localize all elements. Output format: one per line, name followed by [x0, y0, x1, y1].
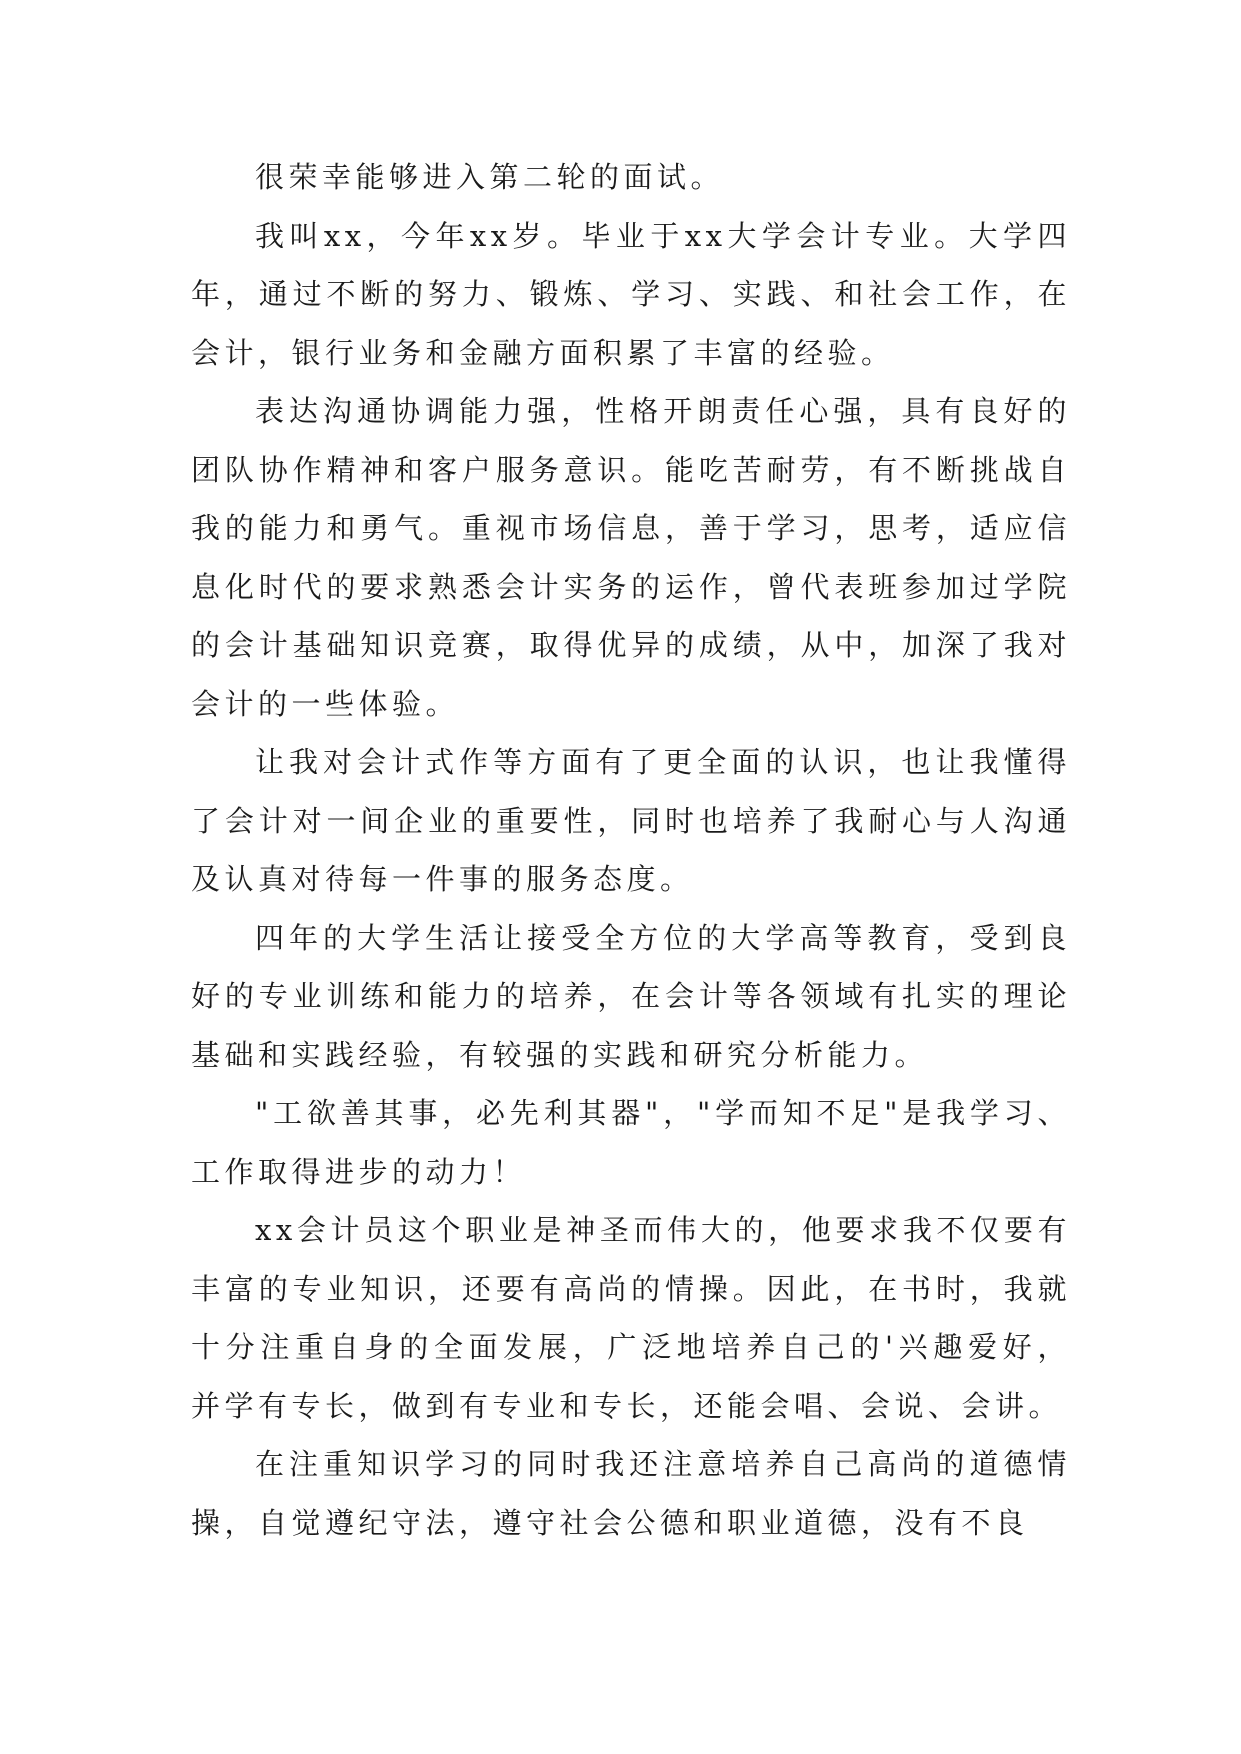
- paragraph-6: "工欲善其事，必先利其器"，"学而知不足"是我学习、工作取得进步的动力！: [191, 1096, 1071, 1189]
- document-body: [191, 148, 1071, 1552]
- paragraph-2: 我叫xx，今年xx岁。毕业于xx大学会计专业。大学四年，通过不断的努力、锻炼、学习、实践、和社会工作，在会计，银行业务和金融方面积累了丰富的经验。: [191, 218, 1071, 370]
- paragraph-3: 表达沟通协调能力强，性格开朗责任心强，具有良好的团队协作精神和客户服务意识。能吃苦耐劳，有不断挑战自我的能力和勇气。重视市场信息，善于学习，思考，适应信息化时代的要求熟悉会计实务的运作，曾代表班参加过学院的会计基础知识竞赛，取得优异的成绩，从中，加深了我对会计的一些体验。: [191, 394, 1071, 721]
- paragraph-1: 很荣幸能够进入第二轮的面试。: [255, 160, 725, 194]
- paragraph-8: 在注重知识学习的同时我还注意培养自己高尚的道德情操，自觉遵纪守法，遵守社会公德和职业道德，没有不良: [191, 1447, 1071, 1540]
- paragraph-7: xx会计员这个职业是神圣而伟大的，他要求我不仅要有丰富的专业知识，还要有高尚的情操。因此，在书时，我就十分注重自身的全面发展，广泛地培养自己的'兴趣爱好，并学有专长，做到有专业和专长，还能会唱、会说、会讲。: [191, 1213, 1071, 1423]
- paragraph-5: 四年的大学生活让接受全方位的大学高等教育，受到良好的专业训练和能力的培养，在会计等各领域有扎实的理论基础和实践经验，有较强的实践和研究分析能力。: [191, 920, 1071, 1072]
- paragraph-4: 让我对会计式作等方面有了更全面的认识，也让我懂得了会计对一间企业的重要性，同时也培养了我耐心与人沟通及认真对待每一件事的服务态度。: [191, 745, 1071, 896]
